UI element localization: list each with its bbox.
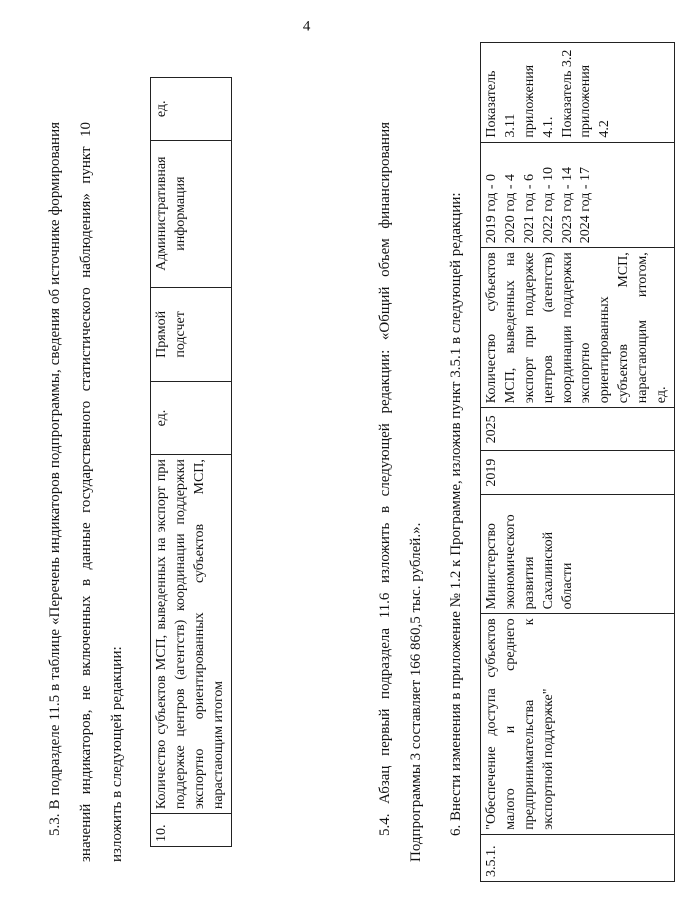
value-line: 2022 год - 10 — [540, 166, 556, 244]
measure-table — [480, 42, 675, 882]
unit-cell: ед. — [151, 382, 232, 455]
method-cell: Прямой подсчет — [151, 287, 232, 381]
paragraph-6: 6. Внести изменения в приложение № 1.2 к Программе, изложив пункт 3.5.1 в следующей редакции: — [448, 192, 464, 836]
indicator-cell: Количество субъектов МСП, выведенных на экспорт при поддержке центров (агентств) координации поддержки экспортно ориентированных субъектов МСП, нарастающим итогом, ед. — [481, 248, 675, 408]
executor-cell: Министерство экономического развития Сахалинской области — [481, 494, 675, 614]
measure-name: "Обеспечение доступа субъектов малого и среднего предпринимательства к экспортной поддержке" — [481, 614, 675, 834]
paragraph-5-4: 5.4. Абзац первый подраздела 11.6 изложить в следующей редакции: «Общий объем финансирования Подпрограммы 3 составляет 166 860,5 тыс. рублей.». — [377, 122, 424, 862]
row-number: 3.5.1. — [481, 834, 675, 881]
value-line: 2019 год - 0 — [484, 173, 499, 244]
row-number: 10. — [151, 814, 232, 847]
value-line: 2023 год - 14 — [559, 166, 575, 244]
indicator-name: Количество субъектов МСП, выведенных на экспорт при поддержке центров (агентств) координации поддержки экспортно ориентированных субъектов МСП, нарастающим итогом — [151, 455, 232, 814]
value-line: 2021 год - 6 — [521, 173, 537, 244]
table-row — [481, 43, 675, 882]
table-row — [151, 78, 232, 847]
indicator-table — [150, 77, 232, 847]
extra-cell: ед. — [151, 78, 232, 141]
link-cell: Показатель 3.11 приложения 4.1. Показатель 3.2 приложения 4.2 — [481, 43, 675, 143]
source-cell: Административная информация — [151, 140, 232, 287]
year-end-cell: 2025 — [481, 408, 675, 451]
values-cell — [481, 142, 675, 248]
document-page — [0, 2, 670, 902]
value-line: 2024 год - 17 — [578, 166, 594, 244]
value-line: 2020 год - 4 — [502, 173, 518, 244]
year-start-cell: 2019 — [481, 451, 675, 494]
page-number: 4 — [302, 19, 311, 36]
paragraph-5-3: 5.3. В подразделе 11.5 в таблице «Перечень индикаторов подпрограммы, сведения об источнике формирования значений индикаторов, не включенных в данные государственного статистического наблюдения» пункт 10 изложить в следующей редакции: — [47, 122, 125, 862]
